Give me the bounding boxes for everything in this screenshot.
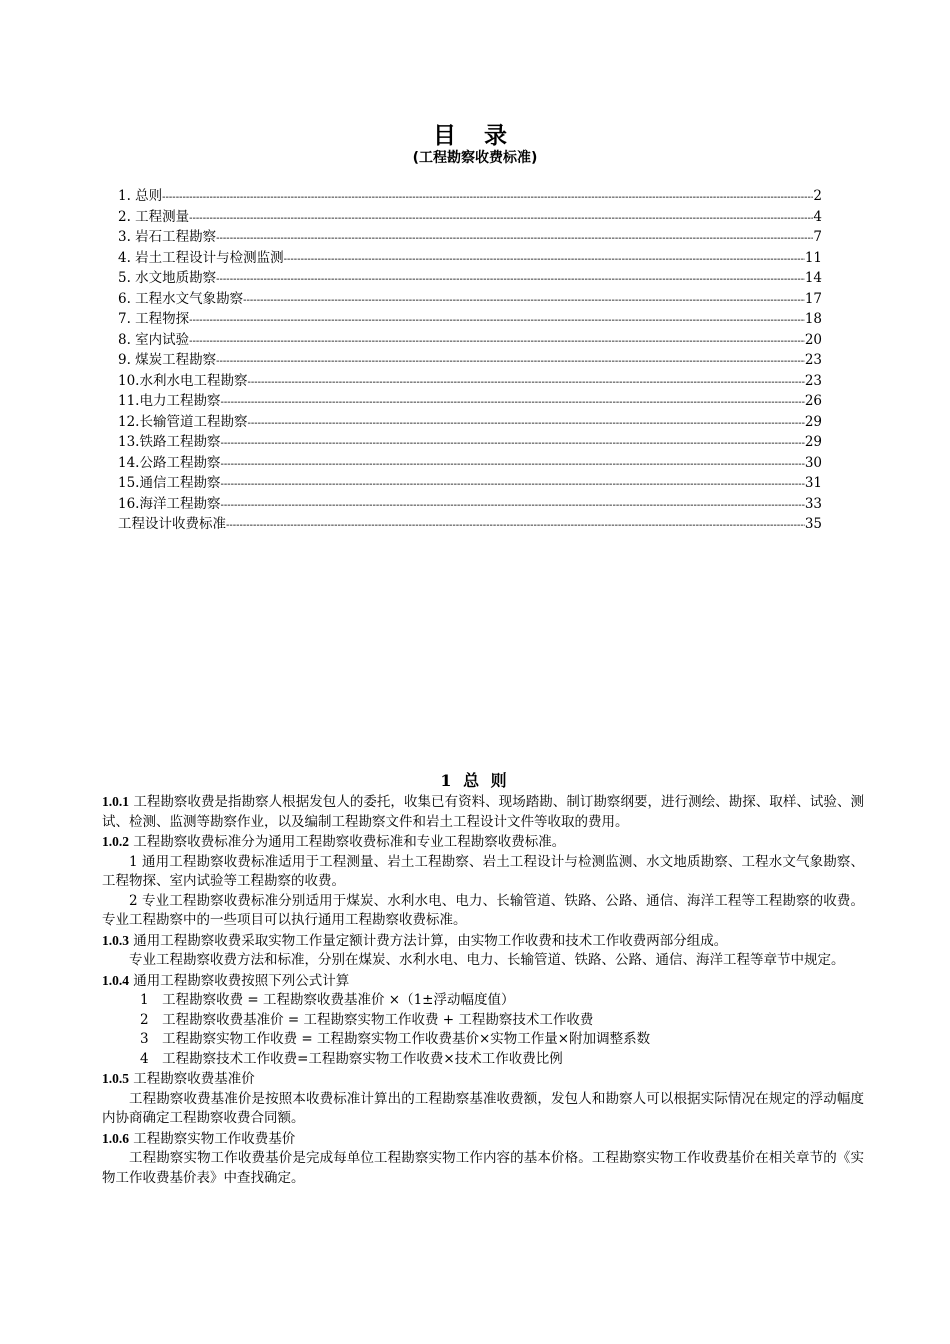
clause-1-0-5 xyxy=(102,1069,864,1090)
toc-entry[interactable] xyxy=(118,268,822,289)
toc-entry-page: 33 xyxy=(804,495,822,512)
clause-1-0-2-item-2: 2 专业工程勘察收费标准分别适用于煤炭、水利水电、电力、长输管道、铁路、公路、通信、海洋工程等工程勘察的收费。专业工程勘察中的一些项目可以执行通用工程勘察收费标准。 xyxy=(102,892,864,928)
toc-entry-label: 3. 岩石工程勘察 xyxy=(118,229,217,245)
toc-entry-page: 7 xyxy=(813,229,822,245)
toc-leader xyxy=(220,393,804,414)
clause-text: 通用工程勘察收费按照下列公式计算 xyxy=(129,972,350,989)
formula-3: 3 工程勘察实物工作收费 = 工程勘察实物工作收费基价×实物工作量×附加调整系数 xyxy=(140,1031,651,1047)
toc-leader xyxy=(220,496,804,517)
toc-entry[interactable] xyxy=(118,371,822,392)
clause-1-0-2-item-1: 1 通用工程勘察收费标准适用于工程测量、岩土工程勘察、岩土工程设计与检测监测、水文地质勘察、工程水文气象勘察、工程物探、室内试验等工程勘察的收费。 xyxy=(102,853,864,889)
toc-entry-page: 11 xyxy=(804,249,822,266)
toc-leader xyxy=(162,188,813,209)
toc-entry[interactable] xyxy=(118,391,822,412)
clause-text: 工程勘察实物工作收费基价 xyxy=(129,1130,296,1147)
toc-entry[interactable] xyxy=(118,432,822,453)
toc-entry[interactable] xyxy=(118,227,822,248)
toc-leader xyxy=(189,332,805,353)
clause-1-0-5-text: 工程勘察收费基准价是按照本收费标准计算出的工程勘察基准收费额，发包人和勘察人可以根据实际情况在规定的浮动幅度内协商确定工程勘察收费合同额。 xyxy=(102,1090,864,1126)
toc-entry-page: 4 xyxy=(813,208,822,225)
toc-leader xyxy=(247,414,804,435)
toc-entry-label: 15.通信工程勘察 xyxy=(118,475,221,491)
toc-entry-label: 10.水利水电工程勘察 xyxy=(118,372,248,389)
toc-entry-label: 14.公路工程勘察 xyxy=(118,454,221,471)
clause-text: 工程勘察收费标准分为通用工程勘察收费标准和专业工程勘察收费标准。 xyxy=(129,834,566,850)
table-of-contents xyxy=(118,186,822,535)
formula-4: 4 工程勘察技术工作收费=工程勘察实物工作收费×技术工作收费比例 xyxy=(140,1050,563,1067)
toc-leader xyxy=(243,291,805,312)
toc-entry-label: 工程设计收费标准 xyxy=(118,516,226,532)
toc-title: 目 录 xyxy=(432,123,517,149)
toc-entry[interactable] xyxy=(118,514,822,535)
toc-entry[interactable] xyxy=(118,207,822,228)
clause-1-0-2 xyxy=(102,832,864,853)
toc-entry[interactable] xyxy=(118,248,822,269)
toc-entry-page: 17 xyxy=(804,290,822,307)
toc-entry[interactable] xyxy=(118,309,822,330)
toc-entry-page: 20 xyxy=(804,331,822,348)
toc-entry-label: 9. 煤炭工程勘察 xyxy=(118,352,217,368)
clause-number: 1.0.6 xyxy=(102,1130,129,1146)
toc-entry-page: 35 xyxy=(804,516,822,532)
section-title: 1 总 则 xyxy=(440,771,510,790)
toc-leader xyxy=(220,434,804,455)
toc-entry[interactable] xyxy=(118,186,822,207)
toc-entry-label: 11.电力工程勘察 xyxy=(118,393,221,409)
clause-1-0-3-note: 专业工程勘察收费方法和标准，分别在煤炭、水利水电、电力、长输管道、铁路、公路、通信、海洋工程等章节中规定。 xyxy=(129,952,845,968)
toc-entry-label: 13.铁路工程勘察 xyxy=(118,434,221,450)
clause-number: 1.0.5 xyxy=(102,1071,129,1086)
clause-1-0-6-text: 工程勘察实物工作收费基价是完成每单位工程勘察实物工作内容的基本价格。工程勘察实物工作收费基价在相关章节的《实物工作收费基价表》中查找确定。 xyxy=(102,1150,864,1186)
clause-1-0-6 xyxy=(102,1129,864,1150)
toc-entry[interactable] xyxy=(118,473,822,494)
toc-entry-page: 14 xyxy=(804,270,822,286)
toc-leader xyxy=(189,311,805,332)
toc-leader xyxy=(226,516,805,537)
section-body xyxy=(102,792,864,1188)
toc-leader xyxy=(216,229,813,250)
toc-leader xyxy=(220,475,804,496)
toc-leader xyxy=(220,455,804,476)
toc-entry[interactable] xyxy=(118,412,822,433)
clause-1-0-1 xyxy=(102,792,864,832)
toc-entry-label: 8. 室内试验 xyxy=(118,331,190,348)
toc-entry-page: 29 xyxy=(804,434,822,450)
toc-entry-label: 16.海洋工程勘察 xyxy=(118,495,221,512)
toc-entry[interactable] xyxy=(118,289,822,310)
toc-entry-page: 2 xyxy=(813,188,822,204)
clause-text: 工程勘察收费基准价 xyxy=(129,1071,255,1087)
toc-entry-page: 23 xyxy=(804,352,822,368)
clause-number: 1.0.4 xyxy=(102,972,129,988)
toc-entry-page: 23 xyxy=(804,372,822,389)
toc-leader xyxy=(189,209,813,230)
toc-entry-page: 26 xyxy=(804,393,822,409)
clause-number: 1.0.2 xyxy=(102,834,129,849)
toc-entry-label: 12.长输管道工程勘察 xyxy=(118,413,248,430)
clause-number: 1.0.1 xyxy=(102,794,129,809)
toc-subtitle: (工程勘察收费标准) xyxy=(412,150,538,166)
toc-leader xyxy=(284,250,805,271)
toc-entry-page: 30 xyxy=(804,454,822,471)
toc-entry-label: 6. 工程水文气象勘察 xyxy=(118,290,244,307)
clause-text: 工程勘察收费是指勘察人根据发包人的委托，收集已有资料、现场踏勘、制订勘察纲要，进行测绘、勘探、取样、试验、测试、检测、监测等勘察作业，以及编制工程勘察文件和岩土工程设计文件等收取的费用。 xyxy=(102,794,864,830)
toc-leader xyxy=(216,352,805,373)
clause-1-0-4 xyxy=(102,971,864,992)
toc-entry[interactable] xyxy=(118,453,822,474)
toc-entry-page: 31 xyxy=(804,475,822,491)
toc-leader xyxy=(216,270,805,291)
clause-number: 1.0.3 xyxy=(102,932,129,948)
toc-entry[interactable] xyxy=(118,330,822,351)
formula-1: 1 工程勘察收费 = 工程勘察收费基准价 ×（1±浮动幅度值） xyxy=(140,992,515,1008)
toc-entry[interactable] xyxy=(118,350,822,371)
clause-text: 通用工程勘察收费采取实物工作量定额计费方法计算，由实物工作收费和技术工作收费两部分组成。 xyxy=(129,932,728,949)
formula-2: 2 工程勘察收费基准价 = 工程勘察实物工作收费 + 工程勘察技术工作收费 xyxy=(140,1011,594,1028)
toc-entry-label: 2. 工程测量 xyxy=(118,208,190,225)
clause-1-0-3 xyxy=(102,931,864,952)
toc-entry-label: 4. 岩土工程设计与检测监测 xyxy=(118,249,284,266)
toc-entry-page: 29 xyxy=(804,413,822,430)
toc-entry-page: 18 xyxy=(804,311,822,327)
toc-entry-label: 5. 水文地质勘察 xyxy=(118,270,217,286)
toc-entry-label: 1. 总则 xyxy=(118,188,163,204)
toc-entry[interactable] xyxy=(118,494,822,515)
toc-leader xyxy=(247,373,804,394)
toc-entry-label: 7. 工程物探 xyxy=(118,311,190,327)
